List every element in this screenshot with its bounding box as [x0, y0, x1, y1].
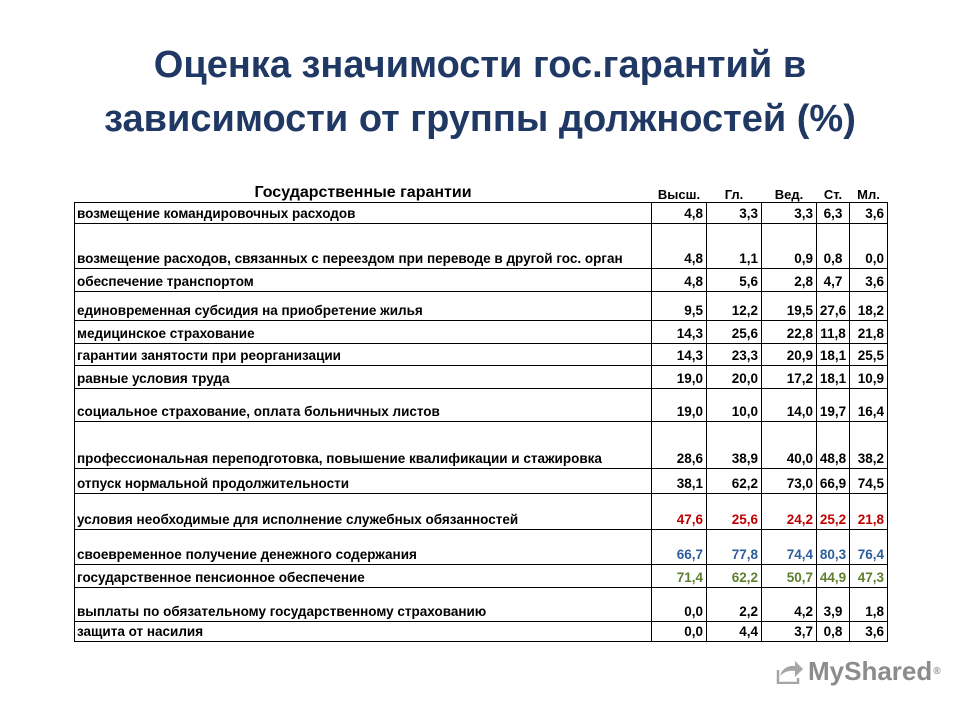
- cell-value: 2,8: [762, 269, 817, 292]
- watermark-text: MyShared: [808, 655, 933, 686]
- table-row: [75, 344, 888, 366]
- cell-value: 50,7: [762, 565, 817, 588]
- table-row: [75, 292, 888, 321]
- cell-value: 62,2: [707, 565, 762, 588]
- title-line-2: зависимости от группы должностей (%): [104, 98, 856, 140]
- cell-value: 19,7: [817, 389, 850, 422]
- cell-value: 71,4: [652, 565, 707, 588]
- slide-title: [0, 38, 960, 146]
- row-label: своевременное получение денежного содержания: [75, 530, 652, 565]
- table-row: [75, 530, 888, 565]
- cell-value: 19,0: [652, 389, 707, 422]
- cell-value: 4,4: [707, 622, 762, 642]
- table-row: [75, 321, 888, 344]
- table-row: [75, 224, 888, 269]
- cell-value: 10,9: [850, 366, 888, 389]
- row-label: профессиональная переподготовка, повышение квалификации и стажировка: [75, 422, 652, 469]
- cell-value: 40,0: [762, 422, 817, 469]
- cell-value: 24,2: [762, 494, 817, 530]
- cell-value: 38,1: [652, 469, 707, 494]
- header-col-5: Мл.: [857, 187, 880, 202]
- cell-value: 28,6: [652, 422, 707, 469]
- table-row: [75, 622, 888, 642]
- table-row: [75, 422, 888, 469]
- cell-value: 21,8: [850, 321, 888, 344]
- cell-value: 25,2: [817, 494, 850, 530]
- cell-value: 17,2: [762, 366, 817, 389]
- cell-value: 38,9: [707, 422, 762, 469]
- header-col-4: Ст.: [823, 187, 843, 202]
- table-header-row: [75, 180, 888, 203]
- cell-value: 74,4: [762, 530, 817, 565]
- cell-value: 18,2: [850, 292, 888, 321]
- cell-value: 16,4: [850, 389, 888, 422]
- cell-value: 66,7: [652, 530, 707, 565]
- row-label: государственное пенсионное обеспечение: [75, 565, 652, 588]
- cell-value: 4,7: [817, 269, 850, 292]
- table-row: [75, 389, 888, 422]
- cell-value: 0,8: [817, 224, 850, 269]
- cell-value: 3,6: [850, 622, 888, 642]
- header-guarantees: Государственные гарантии: [254, 184, 472, 201]
- cell-value: 4,8: [652, 269, 707, 292]
- share-icon: [776, 658, 804, 684]
- row-label: равные условия труда: [75, 366, 652, 389]
- row-label: единовременная субсидия на приобретение жилья: [75, 292, 652, 321]
- cell-value: 2,2: [707, 588, 762, 622]
- row-label: социальное страхование, оплата больничных листов: [75, 389, 652, 422]
- table-row: [75, 588, 888, 622]
- table-row: [75, 203, 888, 224]
- cell-value: 66,9: [817, 469, 850, 494]
- cell-value: 5,6: [707, 269, 762, 292]
- row-label: отпуск нормальной продолжительности: [75, 469, 652, 494]
- cell-value: 3,3: [707, 203, 762, 224]
- cell-value: 3,6: [850, 203, 888, 224]
- row-label: гарантии занятости при реорганизации: [75, 344, 652, 366]
- header-col-1: Высш.: [657, 187, 701, 202]
- cell-value: 4,8: [652, 224, 707, 269]
- row-label: защита от насилия: [75, 622, 652, 642]
- cell-value: 22,8: [762, 321, 817, 344]
- cell-value: 0,0: [652, 622, 707, 642]
- cell-value: 20,9: [762, 344, 817, 366]
- table-row: [75, 366, 888, 389]
- cell-value: 44,9: [817, 565, 850, 588]
- cell-value: 19,0: [652, 366, 707, 389]
- myshared-watermark: [776, 656, 941, 686]
- cell-value: 18,1: [817, 366, 850, 389]
- cell-value: 25,5: [850, 344, 888, 366]
- guarantees-table: [74, 180, 888, 642]
- header-col-2: Гл.: [724, 187, 744, 202]
- cell-value: 80,3: [817, 530, 850, 565]
- cell-value: 1,1: [707, 224, 762, 269]
- cell-value: 47,6: [652, 494, 707, 530]
- row-label: возмещение командировочных расходов: [75, 203, 652, 224]
- cell-value: 1,8: [850, 588, 888, 622]
- cell-value: 10,0: [707, 389, 762, 422]
- cell-value: 12,2: [707, 292, 762, 321]
- cell-value: 77,8: [707, 530, 762, 565]
- cell-value: 0,9: [762, 224, 817, 269]
- table-row: [75, 494, 888, 530]
- table-row: [75, 269, 888, 292]
- cell-value: 21,8: [850, 494, 888, 530]
- row-label: обеспечение транспортом: [75, 269, 652, 292]
- cell-value: 27,6: [817, 292, 850, 321]
- cell-value: 3,6: [850, 269, 888, 292]
- cell-value: 0,8: [817, 622, 850, 642]
- cell-value: 9,5: [652, 292, 707, 321]
- row-label: выплаты по обязательному государственному страхованию: [75, 588, 652, 622]
- row-label: возмещение расходов, связанных с переездом при переводе в другой гос. орган: [75, 224, 652, 269]
- row-label: медицинское страхование: [75, 321, 652, 344]
- cell-value: 23,3: [707, 344, 762, 366]
- cell-value: 74,5: [850, 469, 888, 494]
- cell-value: 38,2: [850, 422, 888, 469]
- cell-value: 0,0: [850, 224, 888, 269]
- cell-value: 73,0: [762, 469, 817, 494]
- cell-value: 14,0: [762, 389, 817, 422]
- row-label: условия необходимые для исполнение служебных обязанностей: [75, 494, 652, 530]
- table-row: [75, 469, 888, 494]
- cell-value: 47,3: [850, 565, 888, 588]
- cell-value: 4,8: [652, 203, 707, 224]
- cell-value: 11,8: [817, 321, 850, 344]
- cell-value: 4,2: [762, 588, 817, 622]
- cell-value: 14,3: [652, 321, 707, 344]
- table-row: [75, 565, 888, 588]
- cell-value: 62,2: [707, 469, 762, 494]
- cell-value: 3,7: [762, 622, 817, 642]
- cell-value: 48,8: [817, 422, 850, 469]
- cell-value: 25,6: [707, 321, 762, 344]
- cell-value: 19,5: [762, 292, 817, 321]
- cell-value: 18,1: [817, 344, 850, 366]
- cell-value: 6,3: [817, 203, 850, 224]
- cell-value: 0,0: [652, 588, 707, 622]
- watermark-reg: ®: [933, 665, 941, 677]
- cell-value: 76,4: [850, 530, 888, 565]
- header-col-3: Вед.: [774, 187, 804, 202]
- cell-value: 20,0: [707, 366, 762, 389]
- title-line-1: Оценка значимости гос.гарантий в: [153, 44, 807, 86]
- cell-value: 14,3: [652, 344, 707, 366]
- cell-value: 25,6: [707, 494, 762, 530]
- cell-value: 3,3: [762, 203, 817, 224]
- cell-value: 3,9: [817, 588, 850, 622]
